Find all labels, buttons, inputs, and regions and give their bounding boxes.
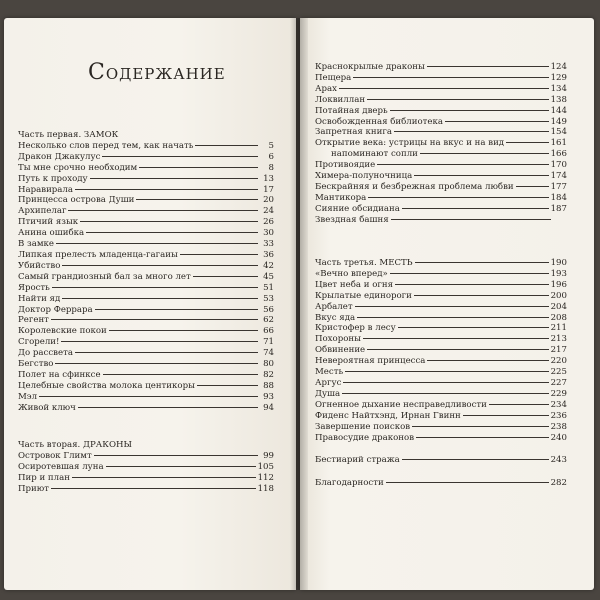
page-number: 42 [263, 260, 274, 271]
entry-title: Фиденс Найтхэнд, Ирнан Гвинн [315, 410, 461, 421]
toc-part-two [18, 440, 274, 495]
entry-title: Похороны [315, 334, 361, 345]
toc-entry [315, 138, 567, 149]
page-number: 88 [263, 380, 274, 391]
page-number: 227 [550, 377, 567, 388]
leader-dots [394, 131, 549, 132]
page-number: 211 [550, 323, 567, 334]
leader-dots [103, 374, 258, 375]
leader-dots [357, 317, 548, 318]
toc-entry [315, 478, 567, 489]
page-number: 220 [550, 356, 567, 367]
toc-entry [315, 356, 567, 367]
entry-title: Птичий язык [18, 217, 79, 228]
toc-entry [18, 315, 274, 326]
entry-title: До рассвета [18, 348, 73, 359]
entry-title: Огненное дыхание несправедливости [315, 399, 487, 410]
leader-dots [416, 437, 549, 438]
toc-extras [315, 455, 567, 489]
page-number: 144 [550, 105, 567, 116]
toc-part-one [18, 130, 274, 414]
toc-entry [315, 73, 567, 84]
toc-entry [18, 185, 274, 196]
toc-entry [18, 152, 274, 163]
page-number: 20 [263, 195, 274, 206]
entry-title: Месть [315, 367, 344, 378]
leader-dots [72, 477, 256, 478]
entry-title: Арбалет [315, 301, 353, 312]
toc-entry [315, 302, 567, 313]
page-number: 174 [550, 171, 567, 182]
page-number: 208 [550, 312, 567, 323]
leader-dots [95, 309, 258, 310]
page-number: 187 [550, 203, 567, 214]
page-number: 184 [550, 192, 567, 203]
page-number: 30 [263, 228, 274, 239]
page-number: 234 [550, 399, 567, 410]
entry-title: Кристофер в лесу [315, 323, 396, 334]
leader-dots [197, 385, 258, 386]
page-number: 71 [263, 337, 274, 348]
toc-entry [18, 484, 274, 495]
page-title: Содержание [88, 60, 226, 85]
entry-title: Крылатые единороги [315, 290, 412, 301]
page-number: 196 [550, 279, 567, 290]
leader-dots [56, 243, 258, 244]
entry-title: Регент [18, 315, 49, 326]
entry-title: Целебные свойства молока центикоры [18, 380, 195, 391]
toc-entry [18, 174, 274, 185]
entry-title: Арах [315, 83, 337, 94]
leader-dots [61, 341, 258, 342]
leader-dots [78, 407, 258, 408]
toc-entry [315, 204, 567, 215]
entry-title: Вкус яда [315, 312, 356, 323]
page-number: 118 [257, 483, 274, 494]
leader-dots [516, 186, 549, 187]
leader-dots [414, 295, 549, 296]
leader-dots [353, 77, 548, 78]
entry-title: Принцесса острова Души [18, 195, 135, 206]
toc-entry [18, 283, 274, 294]
toc-entries [315, 62, 567, 226]
entry-title: Бестиарий стража [315, 455, 400, 466]
toc-entry [315, 95, 567, 106]
leader-dots [355, 306, 549, 307]
leader-dots [367, 99, 549, 100]
page-number: 193 [550, 268, 567, 279]
entry-title: Цвет неба и огня [315, 279, 394, 290]
leader-dots [195, 145, 258, 146]
page-number: 200 [550, 290, 567, 301]
entry-title: Противоядие [315, 160, 376, 171]
toc-entry [18, 141, 274, 152]
leader-dots [506, 142, 548, 143]
toc-entry [315, 269, 567, 280]
leader-dots [52, 287, 258, 288]
page-number: 62 [263, 315, 274, 326]
toc-entry [18, 261, 274, 272]
page-number: 124 [550, 62, 567, 72]
toc-entry [18, 370, 274, 381]
leader-dots [94, 455, 258, 456]
page-number: 80 [263, 359, 274, 370]
toc-entry [315, 117, 567, 128]
toc-entry [315, 378, 567, 389]
leader-dots [62, 265, 258, 266]
toc-entry [18, 206, 274, 217]
toc-entry [18, 462, 274, 473]
page-number: 53 [263, 293, 274, 304]
toc-entry [315, 313, 567, 324]
entry-title: Убийство [18, 260, 61, 271]
page-number: 6 [268, 151, 274, 162]
page-number: 138 [550, 94, 567, 105]
leader-dots [102, 156, 258, 157]
leader-dots [377, 164, 548, 165]
entry-title: Мантикора [315, 192, 367, 203]
page-number: 74 [263, 348, 274, 359]
page-number: 170 [550, 160, 567, 171]
part-heading: Часть третья. МЕСТЬ [315, 258, 413, 268]
leader-dots [39, 396, 258, 397]
toc-entry [18, 326, 274, 337]
leader-dots [136, 199, 258, 200]
leader-dots [55, 363, 258, 364]
toc-entry [18, 348, 274, 359]
entry-title: Освобожденная библиотека [315, 116, 444, 127]
toc-entry [315, 193, 567, 204]
page-number: 149 [550, 116, 567, 127]
page-number: 213 [550, 334, 567, 345]
leader-dots [193, 276, 258, 277]
entry-title: Найти яд [18, 293, 61, 304]
page-number: 177 [550, 181, 567, 192]
toc-entry [315, 455, 567, 466]
entry-title: Невероятная принцесса [315, 356, 426, 367]
leader-dots [180, 254, 258, 255]
toc-entry [315, 106, 567, 117]
entry-title: Полет на сфинксе [18, 369, 101, 380]
page-number: 282 [550, 478, 567, 489]
toc-entry [315, 422, 567, 433]
toc-entry [315, 62, 567, 73]
leader-dots [414, 175, 548, 176]
entry-title: Архипелаг [18, 206, 67, 217]
page-number: 166 [550, 149, 567, 160]
toc-entry [18, 294, 274, 305]
leader-dots [80, 221, 258, 222]
entry-title: Запретная книга [315, 127, 393, 138]
leader-dots [395, 284, 549, 285]
page-number: 24 [263, 206, 274, 217]
toc-entry [18, 392, 274, 403]
leader-dots [139, 167, 258, 168]
page-number: 8 [268, 162, 274, 173]
entry-title: Благодарности [315, 478, 384, 489]
leader-dots [402, 459, 549, 460]
entry-title: Самый грандиозный бал за много лет [18, 271, 191, 282]
toc-entry [18, 305, 274, 316]
entry-title: Ты мне срочно необходим [18, 162, 138, 173]
toc-entry [18, 381, 274, 392]
leader-dots [75, 352, 258, 353]
leader-dots [427, 66, 549, 67]
leader-dots [390, 273, 549, 274]
entry-title: Приют [18, 483, 49, 494]
entry-title: Островок Глимт [18, 450, 92, 461]
toc-entry [315, 400, 567, 411]
entry-title: Правосудие драконов [315, 432, 415, 443]
toc-entry [315, 84, 567, 95]
toc-entry [315, 149, 567, 160]
page-number: 105 [257, 461, 274, 472]
leader-dots [86, 232, 258, 233]
entry-title: Осиротевшая луна [18, 461, 104, 472]
page-number: 238 [550, 421, 567, 432]
page-number: 112 [257, 472, 274, 483]
leader-dots [420, 153, 549, 154]
entry-title: Бескрайняя и безбрежная проблема любви [315, 181, 514, 192]
toc-entries [18, 141, 274, 414]
page-number: 82 [263, 369, 274, 380]
entry-title: Бегство [18, 359, 54, 370]
toc-entries [18, 451, 274, 495]
leader-dots [90, 178, 258, 179]
page-number: 243 [550, 455, 567, 466]
toc-entry [18, 272, 274, 283]
part-heading: Часть вторая. ДРАКОНЫ [18, 440, 132, 450]
page-number: 236 [550, 410, 567, 421]
entry-title: Королевские покои [18, 326, 107, 337]
toc-entry [315, 280, 567, 291]
entry-title: Путь к проходу [18, 173, 88, 184]
page-number: 17 [263, 184, 274, 195]
leader-dots [109, 330, 258, 331]
page-number: 204 [550, 301, 567, 312]
toc-entries [315, 269, 567, 444]
leader-dots [402, 208, 549, 209]
page-number: 240 [550, 432, 567, 443]
entry-title: Завершение поисков [315, 421, 411, 432]
leader-dots [367, 349, 548, 350]
leader-dots [463, 415, 549, 416]
page-number: 217 [550, 345, 567, 356]
entry-title: Звездная башня [315, 214, 389, 225]
entry-title: В замке [18, 239, 54, 250]
page-number: 93 [263, 391, 274, 402]
leader-dots [339, 88, 549, 89]
toc-entry [315, 433, 567, 444]
toc-entry [18, 217, 274, 228]
entry-title: Живой ключ [18, 402, 76, 413]
leader-dots [363, 338, 549, 339]
toc-part-two-continued [315, 62, 567, 226]
page-number: 99 [263, 450, 274, 461]
entry-title: Краснокрылые драконы [315, 62, 425, 72]
entry-title: Пир и план [18, 472, 70, 483]
toc-entry [315, 345, 567, 356]
page-number: 26 [263, 217, 274, 228]
entry-title: Несколько слов перед тем, как начать [18, 140, 194, 151]
leader-dots [390, 110, 549, 111]
page-number: 36 [263, 249, 274, 260]
toc-entry [18, 250, 274, 261]
leader-dots [342, 393, 548, 394]
toc-entry [18, 228, 274, 239]
page-number: 134 [550, 83, 567, 94]
book-gutter [290, 18, 308, 590]
leader-dots [343, 382, 548, 383]
leader-dots [345, 371, 548, 372]
leader-dots [427, 360, 548, 361]
entry-title: Потайная дверь [315, 105, 388, 116]
toc-entry [315, 182, 567, 193]
toc-entry [315, 334, 567, 345]
toc-entry [315, 171, 567, 182]
page-number: 154 [550, 127, 567, 138]
entry-title: напоминают сопли [331, 149, 418, 160]
toc-entry [18, 359, 274, 370]
leader-dots [51, 319, 258, 320]
toc-entry [18, 451, 274, 462]
part-heading: Часть первая. ЗАМОК [18, 130, 119, 140]
page-number: 45 [263, 271, 274, 282]
entry-title: Сияние обсидиана [315, 203, 400, 214]
entry-title: Мэл [18, 391, 38, 402]
page-number: 225 [550, 367, 567, 378]
toc-entry [315, 323, 567, 334]
toc-entry [315, 127, 567, 138]
leader-dots [412, 426, 549, 427]
entry-title: Химера-полуночница [315, 171, 413, 182]
toc-entry [315, 291, 567, 302]
page-number: 129 [550, 72, 567, 83]
page-number: 51 [263, 282, 274, 293]
page-number: 94 [263, 402, 274, 413]
leader-dots [106, 466, 256, 467]
toc-entry [315, 215, 567, 226]
leader-dots [51, 488, 256, 489]
toc-entry [315, 160, 567, 171]
page-number: 56 [263, 304, 274, 315]
leader-dots [415, 262, 549, 263]
entry-title: Душа [315, 388, 341, 399]
page-number: 5 [268, 140, 274, 151]
toc-entry [315, 367, 567, 378]
leader-dots [62, 298, 258, 299]
leader-dots [398, 327, 549, 328]
leader-dots [445, 121, 549, 122]
part-heading-row [315, 258, 567, 269]
entry-title: Липкая прелесть младенца-гагаиы [18, 249, 178, 260]
page-number: 13 [263, 173, 274, 184]
entry-title: Анина ошибка [18, 228, 85, 239]
page-number: 190 [550, 258, 567, 268]
leader-dots [386, 482, 549, 483]
entry-title: Доктор Феррара [18, 304, 93, 315]
leader-dots [68, 210, 258, 211]
toc-entry [18, 163, 274, 174]
entry-title: Пещера [315, 72, 352, 83]
toc-entry [315, 411, 567, 422]
toc-entry [18, 403, 274, 414]
leader-dots [391, 219, 551, 220]
toc-entry [315, 389, 567, 400]
toc-entry [18, 473, 274, 484]
entry-title: Сгорели! [18, 337, 60, 348]
toc-entry [18, 239, 274, 250]
entry-title: Аргус [315, 377, 342, 388]
leader-dots [75, 189, 258, 190]
entry-title: Дракон Джакулус [18, 151, 101, 162]
entry-title: Открытие века: устрицы на вкус и на вид [315, 138, 505, 149]
leader-dots [368, 197, 548, 198]
entry-title: Локвиллан [315, 94, 366, 105]
toc-entry [18, 337, 274, 348]
toc-entry [18, 195, 274, 206]
toc-part-three [315, 258, 567, 489]
entry-title: Наравирала [18, 184, 74, 195]
entry-title: Ярость [18, 282, 50, 293]
page-number: 66 [263, 326, 274, 337]
entry-title: Обвинение [315, 345, 366, 356]
page-number: 33 [263, 239, 274, 250]
page-number: 161 [550, 138, 567, 149]
page-number: 229 [550, 388, 567, 399]
leader-dots [489, 404, 549, 405]
entry-title: «Вечно вперед» [315, 268, 388, 279]
